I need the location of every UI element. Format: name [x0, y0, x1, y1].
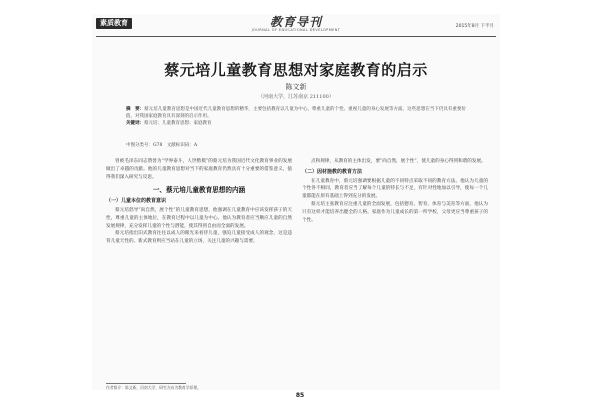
- body-paragraph: 蔡元培主张教育应注重儿童的全面发展，包括德育、智育、体育与美育等方面，他认为只有这样才能培养出健全的人格。家庭作为儿童成长的第一所学校，父母更应当尊重孩子的个性。: [302, 201, 488, 223]
- issue-info: 2015年8月 下半月: [455, 24, 494, 29]
- subsection-heading: （一）儿童本位的教育意识: [106, 198, 167, 205]
- right-column: [302, 158, 488, 224]
- page-number: 85: [295, 392, 305, 399]
- header-rule: [96, 36, 496, 37]
- keywords-text: 蔡元培；儿童教育思想；家庭教育: [144, 121, 212, 126]
- journal-subtitle: JOURNAL OF EDUCATIONAL DEVELOPMENT: [251, 28, 341, 32]
- intro-paragraph: 曾被毛泽东同志赞誉为“学界泰斗，人世楷模”的蔡元培为我国近代文化教育事业的发展做出了卓越的贡献。他的儿童教育思想对当下的家庭教育仍然具有十分重要的借鉴意义，值得我们深入研究与反思。: [106, 159, 292, 180]
- column-badge: 素质教育: [96, 18, 132, 29]
- left-column: [106, 158, 292, 246]
- body-paragraph: 在儿童教育中，蔡元培强调要根据儿童的不同特点采取不同的教育方法。他认为儿童的个性各不相同，教育者应当了解每个儿童的特长与不足，有针对性地加以引导，使每一个儿童都能在原有基础上得到充分的发展。: [302, 178, 488, 200]
- abstract-block: [126, 106, 466, 127]
- author-affiliation: （河南大学，江苏南京 211100）: [258, 94, 334, 100]
- body-paragraph: 点和规律，从教育的主体出发，要“尚自然，展个性”，使儿童的身心得到和谐的发展。: [311, 159, 486, 164]
- subsection-heading: （二）因材施教的教育方法: [302, 168, 363, 175]
- footnote-rule: [106, 383, 186, 384]
- section-heading: 一、蔡元培儿童教育思想的内涵: [152, 186, 246, 195]
- body-paragraph: 蔡元培倡导“尚自然，展个性”的儿童教育思想，他强调在儿童教育中应该发挥孩子的天性，尊重儿童的主体地位，在教育过程中以儿童为中心。他认为教育者应当顺应儿童的自然发展规律，充分发挥儿童的个性与潜能，使其得到自由而全面的发展。: [106, 207, 292, 229]
- keywords-label: 关键词：: [126, 121, 144, 126]
- body-paragraph: 蔡元培指出旧式教育往往以成人的眼光来看待儿童，强迫儿童接受成人的观念，这是违背儿童天性的。新式教育则应当站在儿童的立场，关注儿童的兴趣与需要。: [106, 231, 292, 245]
- article-title: 蔡元培儿童教育思想对家庭教育的启示: [164, 61, 428, 79]
- journal-title: 教育导刊: [269, 15, 322, 29]
- abstract-text: 蔡元培儿童教育思想是中国近代儿童教育思想的精华，主要包括教育以儿童为中心、尊重儿童的个性、重视儿童的身心发展等方面。这些思想在当下仍具有重要价值，对我国家庭教育具有深刻的启示作用。: [126, 107, 466, 119]
- classification-meta: 中图分类号：G78 文献标识码：A: [126, 143, 198, 148]
- journal-page: [92, 14, 500, 390]
- masthead: [92, 16, 500, 33]
- article-author: 陈文新: [285, 83, 307, 91]
- abstract-label: 摘 要：: [126, 107, 145, 112]
- author-footnote: 作者简介：陈文新，河南大学，研究方向为教育学原理。: [106, 385, 201, 390]
